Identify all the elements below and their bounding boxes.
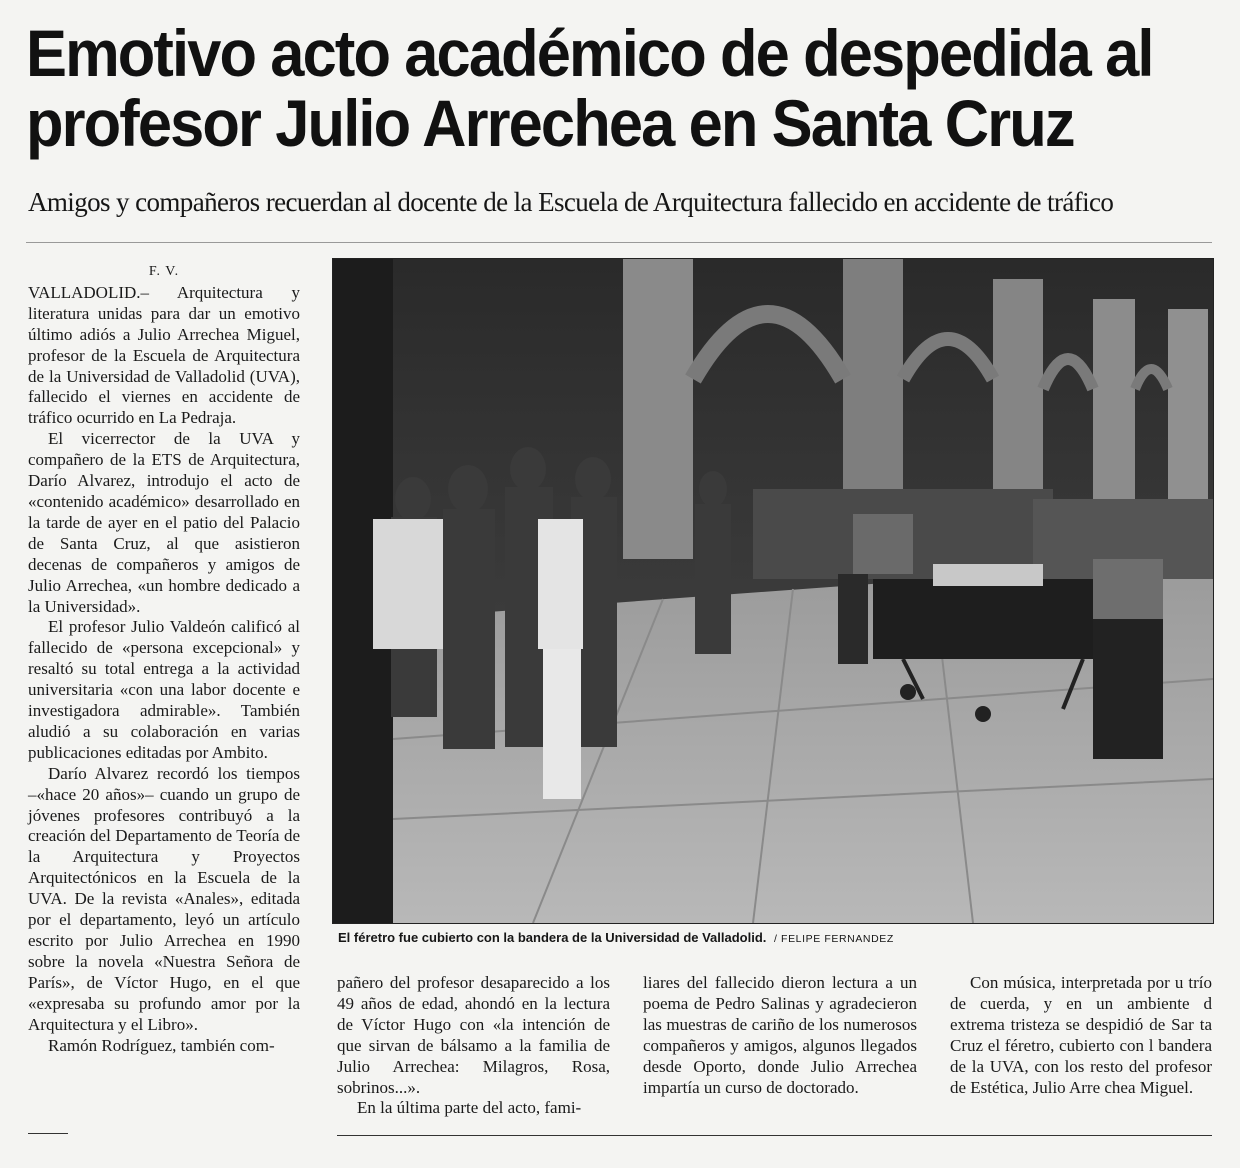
- photo-caption: [338, 930, 1218, 945]
- photo-credit: / FELIPE FERNANDEZ: [774, 933, 894, 945]
- paragraph-3: El profesor Julio Valdeón calificó al fallecido de «persona excepcional» y resaltó su total entrega a la actividad universitaria «con una labor docente e investigadora admirable». También aludió a su colaboración en varias publicaciones editadas por Ambito.: [28, 617, 300, 762]
- subtitle: Amigos y compañeros recuerdan al docente de la Escuela de Arquitectura fallecido en accidente de tráfico: [28, 187, 1114, 217]
- headline-line-2: profesor Julio Arrechea en Santa Cruz: [26, 86, 1074, 160]
- caption-text: El féretro fue cubierto con la bandera de la Universidad de Valladolid.: [338, 930, 767, 945]
- paragraph-4: Darío Alvarez recordó los tiempos –«hace 20 años»– cuando un grupo de jóvenes profesores contribuyó a la creación del Departamento de Teoría de la Arquitectura y Proyectos Arquitectónicos en la Escuela de la UVA. De la revista «Anales», editada por el departamento, leyó un artículo escrito por Julio Arrechea en 1990 sobre la novela «Nuestra Señora de París», de Víctor Hugo, en el que «expresaba su profundo amor por la Arquitectura y el Libro».: [28, 763, 300, 1034]
- paragraph-9: Con música, interpretada por u trío de cuerda, y en un ambiente d extrema tristeza se despidió de Sar ta Cruz el féretro, cubierto con l bandera de la UVA, con los resto del profesor de Estética, Julio Arre chea Miguel.: [950, 973, 1212, 1097]
- paragraph-6: pañero del profesor desaparecido a los 49 años de edad, ahondó en la lectura de Víctor Hugo con «la intención de que sirvan de bálsamo a la familia de Julio Arrechea: Milagros, Rosa, sobrinos...».: [337, 973, 610, 1097]
- paragraph-5: Ramón Rodríguez, también com-: [48, 1035, 275, 1055]
- paragraph-1: VALLADOLID.– Arquitectura y literatura unidas para dar un emotivo último adiós a Julio Arrechea Miguel, profesor de la Escuela de Arquitectura de la Universidad de Valladolid (UVA), fallecido el viernes en accidente de tráfico ocurrido en La Pedraja.: [28, 282, 300, 428]
- paragraph-2: El vicerrector de la UVA y compañero de la ETS de Arquitectura, Darío Alvarez, introdujo el acto de «contenido académico» desarrollado en la tarde de ayer en el patio del Palacio de Santa Cruz, al que asistieron decenas de compañeros y amigos de Julio Arrechea, «un hombre dedicado a la Universidad».: [28, 429, 300, 616]
- bottom-rule: [337, 1135, 1212, 1136]
- bottom-rule-left: [28, 1133, 68, 1134]
- column-1: [28, 262, 300, 1056]
- article-photo: [332, 258, 1214, 924]
- byline: F. V.: [148, 264, 180, 279]
- headline-line-1: Emotivo acto académico de despedida al: [26, 16, 1153, 90]
- column-2: [337, 973, 610, 1119]
- headline: [26, 18, 1216, 158]
- column-3: [643, 973, 917, 1098]
- column-4: [950, 973, 1212, 1098]
- top-rule: [26, 242, 1212, 243]
- photo-image: [333, 259, 1213, 923]
- paragraph-8: liares del fallecido dieron lectura a un poema de Pedro Salinas y agradecieron las muestras de cariño de los numerosos compañeros y amigos, algunos llegados desde Oporto, donde Julio Arrechea impartía un curso de doctorado.: [643, 973, 917, 1097]
- paragraph-7: En la última parte del acto, fami-: [357, 1098, 582, 1118]
